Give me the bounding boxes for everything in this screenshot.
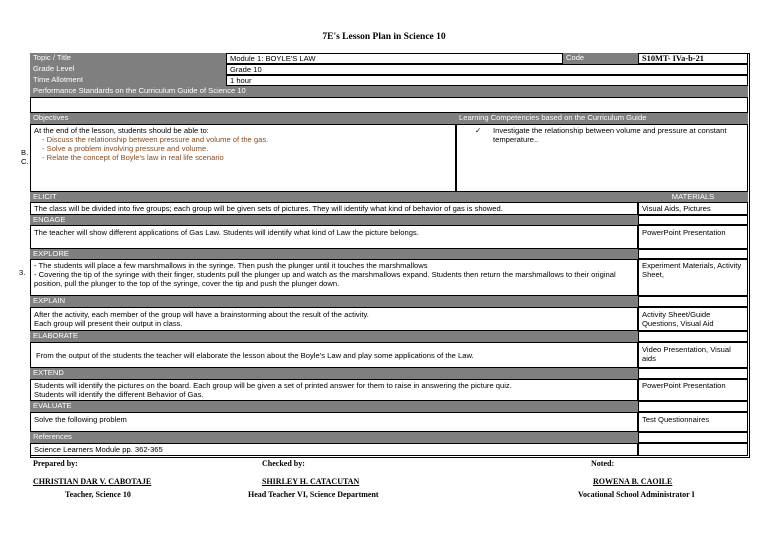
competencies-body [456, 124, 748, 192]
objectives-body [30, 124, 456, 192]
references-header-blank [638, 432, 748, 443]
engage-materials: PowerPoint Presentation [638, 225, 748, 249]
time-label: Time Allotment [30, 75, 226, 86]
objectives-header: Objectives [30, 113, 456, 124]
time-value: 1 hour [226, 75, 748, 86]
performance-standards-body [30, 97, 748, 113]
elicit-header: ELICIT [30, 192, 638, 202]
extend-body [30, 379, 638, 401]
topic-value: Module 1: BOYLE'S LAW [226, 53, 563, 64]
code-value: S10MT- IVa-b-21 [638, 53, 748, 64]
elicit-materials: Visual Aids, Pictures [638, 202, 748, 215]
elaborate-text: From the output of the students the teacher will elaborate the lesson about the Boyle’s Law and play some applications of the Law. [30, 342, 638, 368]
elicit-text: The class will be divided into five groups; each group will be given sets of pictures. They will identify what kind of behavior of gas is showed. [30, 202, 638, 215]
explain-body [30, 307, 638, 331]
elaborate-materials: Video Presentation, Visual aids [638, 342, 748, 368]
document-title: 7E's Lesson Plan in Science 10 [322, 32, 446, 42]
engage-text: The teacher will show different applications of Gas Law. Students will identify what kind of Law the picture belongs. [30, 225, 638, 249]
grade-label: Grade Level [30, 64, 226, 75]
objective-item: - Solve a problem involving pressure and volume. [42, 144, 209, 153]
evaluate-header: EVALUATE [30, 401, 638, 412]
competencies-header: Learning Competencies based on the Curriculum Guide [456, 113, 748, 124]
noted-name: ROWENA B. CAOILE [593, 477, 673, 486]
margin-marker: 3. [19, 268, 26, 277]
lesson-plan-table [30, 53, 748, 456]
explore-line: - The students will place a few marshmallows in the syringe. Then push the plunger until it touches the marshmallows [34, 261, 428, 270]
references-text: Science Learners Module pp. 362-365 [30, 443, 638, 456]
competency-text: Investigate the relationship between volume and pressure at constant temperature.. [493, 126, 727, 144]
prepared-by-label: Prepared by: [33, 459, 78, 468]
extend-materials: PowerPoint Presentation [638, 379, 748, 401]
explain-materials: Activity Sheet/Guide Questions, Visual Aid [638, 307, 748, 331]
elaborate-header: ELABORATE [30, 331, 638, 342]
extend-line: Students will identify the different Behavior of Gas. [34, 390, 204, 399]
prepared-by-role: Teacher, Science 10 [65, 490, 131, 499]
engage-header-blank [638, 215, 748, 225]
references-header: References [30, 432, 638, 443]
grade-value: Grade 10 [226, 64, 748, 75]
objective-item: - Discuss the relationship between pressure and volume of the gas. [42, 135, 269, 144]
explore-header: EXPLORE [30, 249, 638, 259]
explain-line: After the activity, each member of the group will have a brainstorming about the result of the activity. [34, 310, 369, 319]
evaluate-materials: Test Questionnaires [638, 412, 748, 432]
prepared-by-name: CHRISTIAN DAR V. CABOTAJE [33, 477, 152, 486]
explore-body [30, 259, 638, 296]
code-label: Code [563, 53, 638, 64]
checked-by-name: SHIRLEY H. CATACUTAN [262, 477, 360, 486]
extend-header: EXTEND [30, 368, 638, 379]
explain-header: EXPLAIN [30, 296, 638, 307]
engage-header: ENGAGE [30, 215, 638, 225]
evaluate-header-blank [638, 401, 748, 412]
noted-label: Noted: [591, 459, 615, 468]
elaborate-header-blank [638, 331, 748, 342]
checked-by-role: Head Teacher VI, Science Department [248, 490, 379, 499]
objective-item: - Relate the concept of Boyle’s law in real life scenario [42, 153, 224, 162]
margin-marker: C. [21, 157, 29, 166]
explain-header-blank [638, 296, 748, 307]
explore-materials: Experiment Materials, Activity Sheet, [638, 259, 748, 296]
extend-line: Students will identify the pictures on the board. Each group will be given a set of printed answer for them to raise in answering the picture quiz. [34, 381, 512, 390]
explore-line: - Covering the tip of the syringe with their finger, students pull the plunger up and watch as the marshmallows expand. Students then return the marshmallows to their original position, pull the plunger to the top of the syringe, cover the tip and push the plunger down. [34, 270, 616, 288]
checked-by-label: Checked by: [262, 459, 305, 468]
explain-line: Each group will present their output in class. [34, 319, 183, 328]
explore-header-blank [638, 249, 748, 259]
margin-marker: B. [21, 148, 29, 157]
objectives-intro: At the end of the lesson, students should be able to: [34, 126, 209, 135]
extend-header-blank [638, 368, 748, 379]
references-blank [638, 443, 748, 456]
evaluate-text: Solve the following problem [30, 412, 638, 432]
materials-header: MATERIALS [638, 192, 748, 202]
topic-label: Topic / Title [30, 53, 226, 64]
performance-standards-header: Performance Standards on the Curriculum Guide of Science 10 [30, 86, 748, 97]
noted-role: Vocational School Administrator I [578, 490, 695, 499]
check-icon: ✓ [475, 126, 482, 135]
